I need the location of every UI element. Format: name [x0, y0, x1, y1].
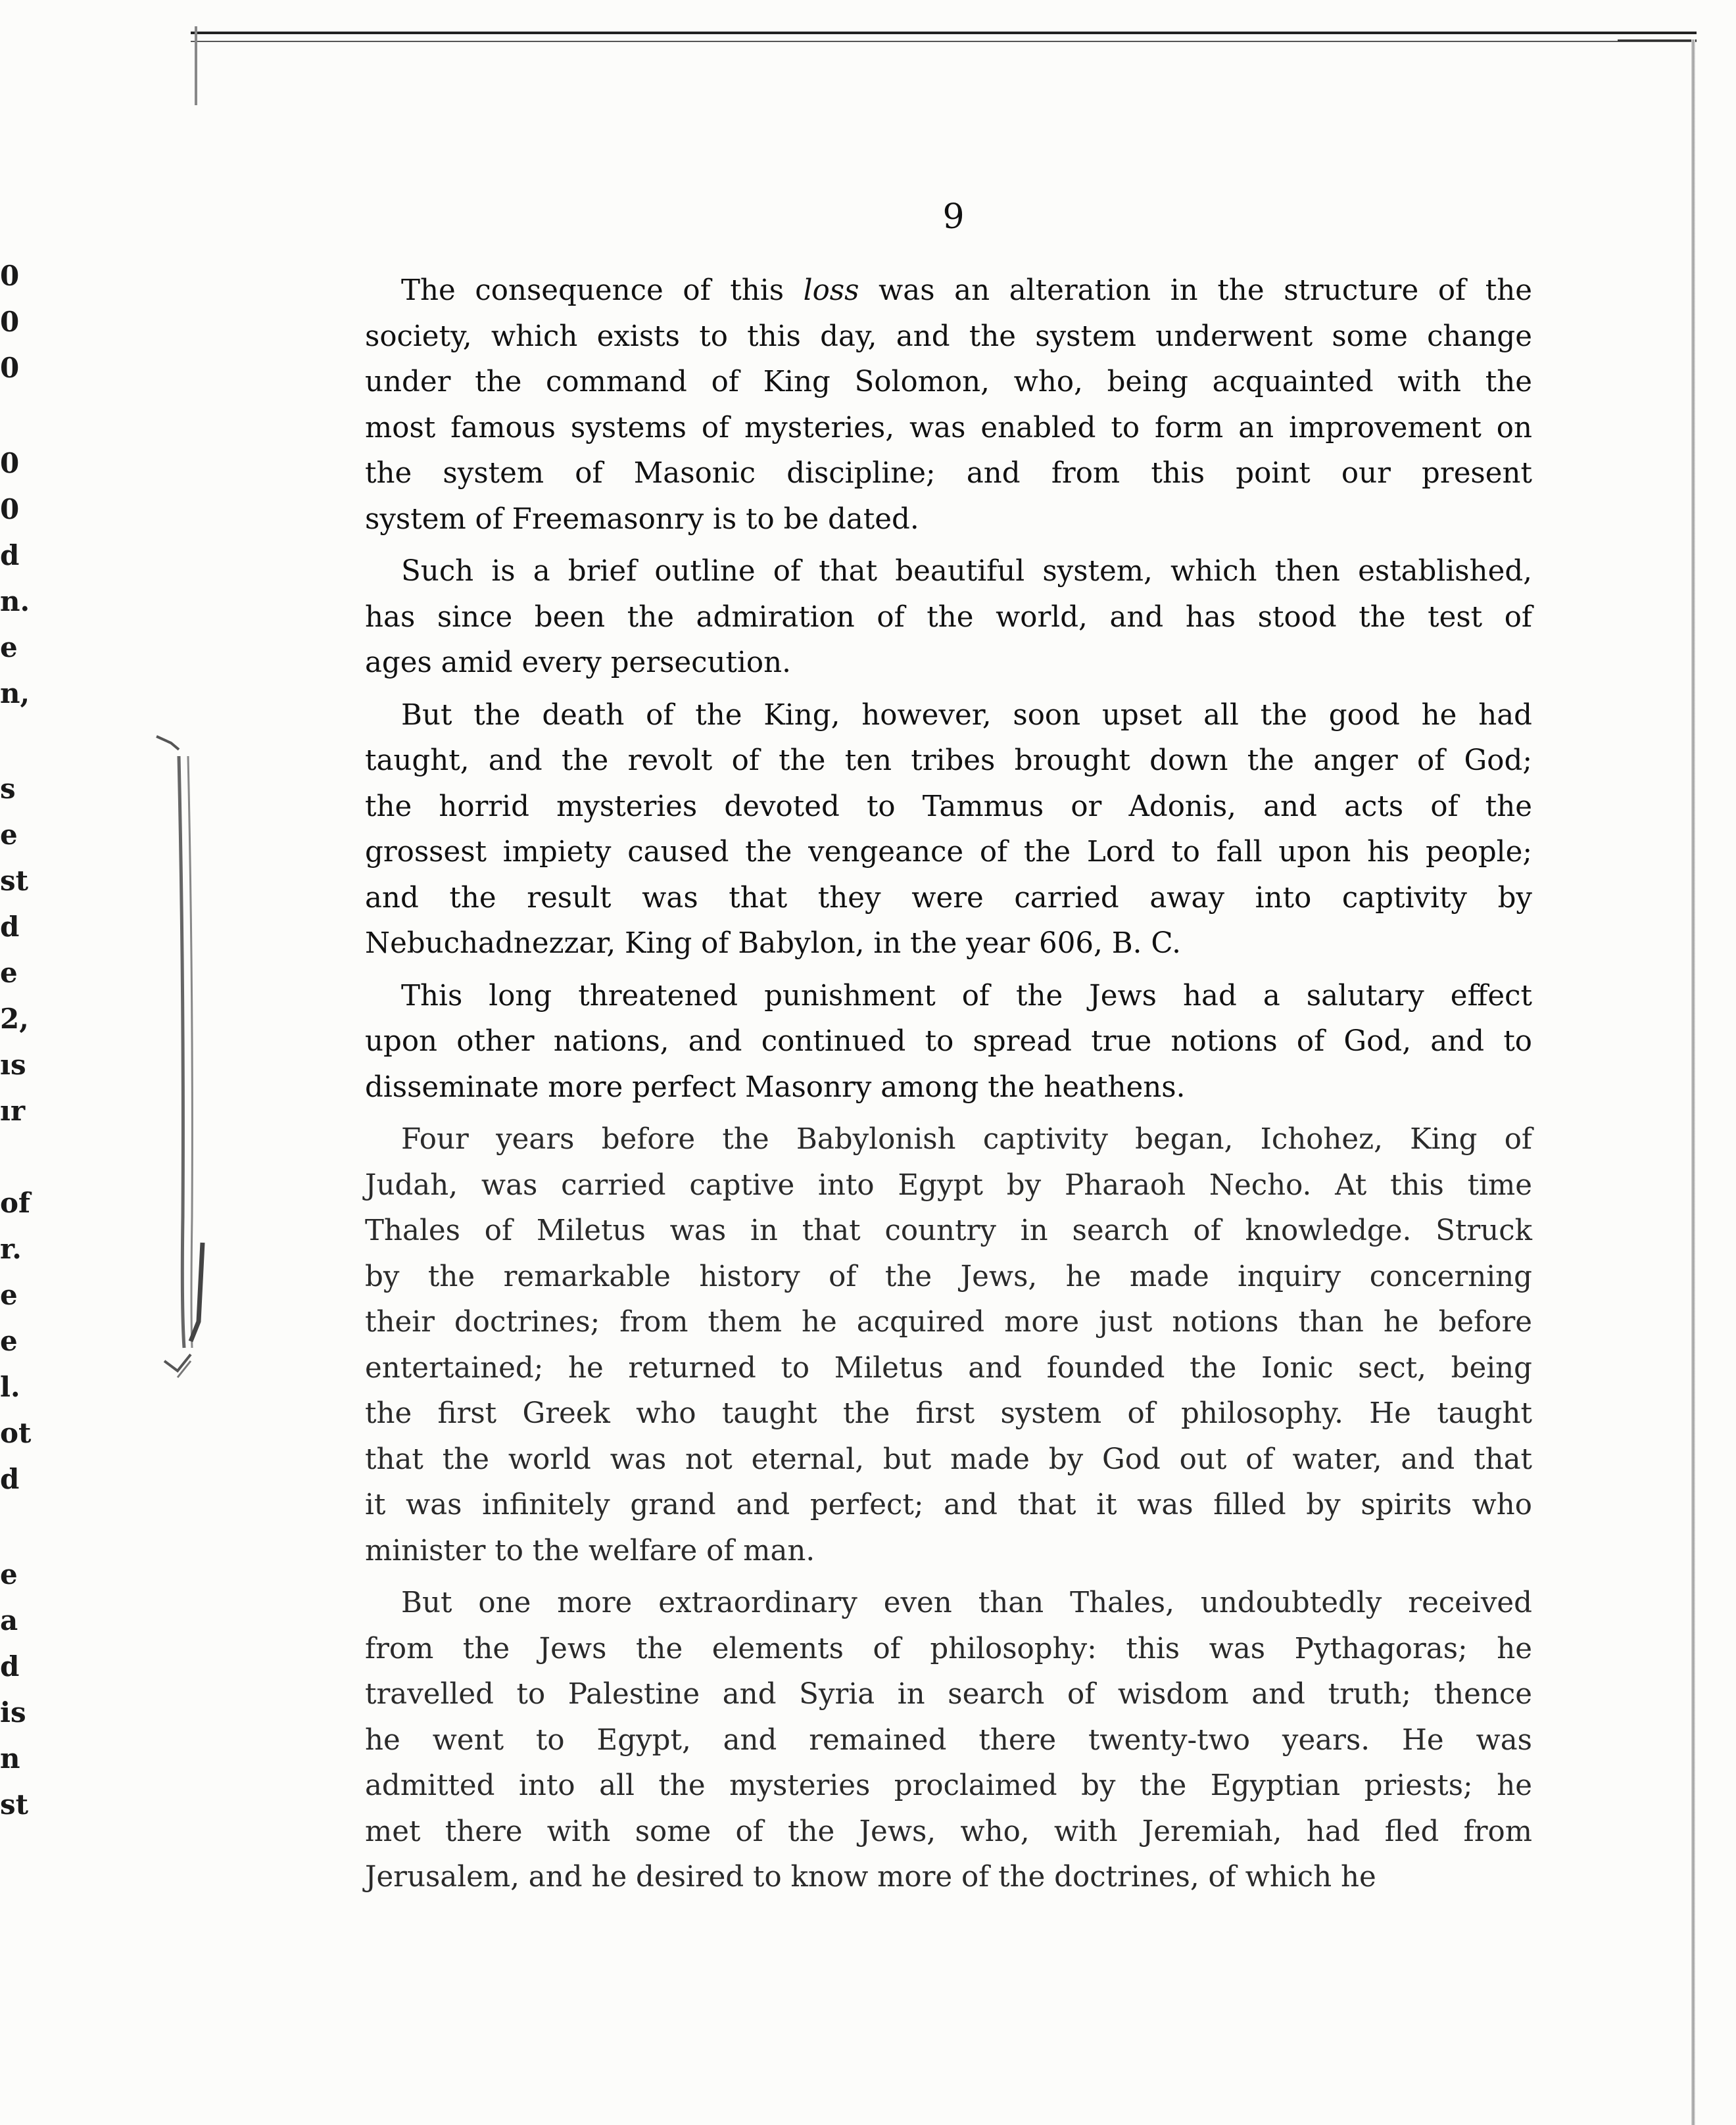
- text-segment: Such is a brief outline of that beautiful system, which then established,: [401, 555, 1532, 588]
- text-segment: Four years before the Babylonish captivity began, Ichohez, King of: [401, 1123, 1532, 1156]
- text-line: [365, 595, 1532, 641]
- text-line: [365, 921, 1532, 967]
- facing-page-fragment-text: e: [0, 1279, 18, 1311]
- paragraph: [365, 974, 1532, 1111]
- text-segment: grossest impiety caused the vengeance of the Lord to fall upon his people;: [365, 836, 1532, 869]
- text-line: [365, 1627, 1532, 1673]
- page-top-edge: [191, 32, 1697, 42]
- paragraph: [365, 268, 1532, 542]
- text-segment: under the command of King Solomon, who, being acquainted with the: [365, 366, 1532, 398]
- facing-page-fragment-text: d: [0, 911, 20, 943]
- body-text: [365, 268, 1532, 1907]
- text-line: [365, 360, 1532, 406]
- text-segment: the horrid mysteries devoted to Tammus or Adonis, and acts of the: [365, 790, 1532, 823]
- text-line: [365, 1672, 1532, 1718]
- pencil-margin-mark: [145, 730, 224, 1394]
- text-segment: disseminate more perfect Masonry among the heathens.: [365, 1070, 1186, 1104]
- facing-page-fragment-text: 0: [0, 260, 20, 292]
- text-line: [365, 549, 1532, 595]
- facing-page-fragment-text: st: [0, 1788, 29, 1821]
- text-segment: society, which exists to this day, and the system underwent some change: [365, 320, 1532, 353]
- paragraph: [365, 1581, 1532, 1901]
- facing-page-fragment-text: s: [0, 773, 16, 805]
- facing-page-fragment-text: n.: [0, 585, 30, 617]
- facing-page-fragment-text: e: [0, 1325, 18, 1357]
- page-number: 9: [942, 197, 965, 237]
- facing-page-fragment-text: 0: [0, 493, 20, 525]
- text-line: [365, 314, 1532, 360]
- facing-page-fragment-text: e: [0, 957, 18, 989]
- paragraph: [365, 549, 1532, 686]
- binding-crease: [195, 26, 197, 105]
- text-line: [365, 1437, 1532, 1483]
- facing-page-fragment-text: n: [0, 1742, 20, 1775]
- text-segment: ages amid every persecution.: [365, 646, 791, 679]
- text-segment: from the Jews the elements of philosophy: this was Pythagoras; he: [365, 1632, 1532, 1665]
- text-line: [365, 1391, 1532, 1437]
- text-segment: was an alteration in the structure of the: [859, 274, 1532, 307]
- text-segment: minister to the welfare of man.: [365, 1534, 815, 1567]
- text-line: [365, 1254, 1532, 1301]
- text-line: [365, 497, 1532, 543]
- text-segment: has since been the admiration of the world, and has stood the test of: [365, 600, 1532, 634]
- facing-page-fragment-text: d: [0, 1463, 20, 1495]
- text-line: [365, 1809, 1532, 1855]
- text-segment: system of Freemasonry is to be dated.: [365, 502, 919, 536]
- text-segment: The consequence of this: [401, 274, 804, 307]
- text-segment: Judah, was carried captive into Egypt by Pharaoh Necho. At this time: [365, 1168, 1532, 1202]
- text-segment: This long threatened punishment of the Jews had a salutary effect: [401, 979, 1532, 1013]
- text-segment: admitted into all the mysteries proclaimed by the Egyptian priests; he: [365, 1769, 1532, 1802]
- text-line: [365, 640, 1532, 686]
- text-segment: most famous systems of mysteries, was enabled to form an improvement on: [365, 411, 1532, 444]
- facing-page-fragment-text: a: [0, 1604, 18, 1636]
- facing-page-fragment-text: ır: [0, 1095, 26, 1127]
- text-segment: the first Greek who taught the first system of philosophy. He taught: [365, 1397, 1532, 1430]
- paragraph: [365, 693, 1532, 967]
- text-line: [365, 1718, 1532, 1764]
- text-line: [365, 268, 1532, 314]
- facing-page-fragment-text: is: [0, 1696, 26, 1729]
- text-line: [365, 1019, 1532, 1065]
- paragraph: [365, 1117, 1532, 1574]
- text-segment: and the result was that they were carried away into captivity by: [365, 881, 1532, 915]
- facing-page-fragment-text: of: [0, 1187, 31, 1219]
- text-segment: the system of Masonic discipline; and from this point our present: [365, 457, 1532, 490]
- text-segment: But the death of the King, however, soon upset all the good he had: [401, 698, 1532, 732]
- text-segment: that the world was not eternal, but made by God out of water, and that: [365, 1443, 1532, 1476]
- text-segment: entertained; he returned to Miletus and founded the Ionic sect, being: [365, 1351, 1532, 1385]
- text-segment: Nebuchadnezzar, King of Babylon, in the year 606, B. C.: [365, 927, 1181, 960]
- text-line: [365, 1483, 1532, 1529]
- facing-page-fragment-text: e: [0, 631, 18, 663]
- text-line: [365, 1117, 1532, 1163]
- facing-page-fragment-text: e: [0, 819, 18, 851]
- text-line: [365, 1529, 1532, 1575]
- facing-page-fragment-text: l.: [0, 1371, 20, 1403]
- facing-page-fragment-text: st: [0, 865, 29, 897]
- text-line: [365, 1346, 1532, 1392]
- facing-page-fragment-text: 2,: [0, 1003, 29, 1035]
- text-line: [365, 1065, 1532, 1111]
- text-line: [365, 1581, 1532, 1627]
- facing-page-fragment-text: ıs: [0, 1049, 26, 1081]
- text-line: [365, 1300, 1532, 1346]
- facing-page-fragment-text: 0: [0, 447, 20, 479]
- text-segment: by the remarkable history of the Jews, he made inquiry concerning: [365, 1260, 1532, 1293]
- facing-page-fragment-text: 0: [0, 352, 20, 384]
- text-line: [365, 830, 1532, 876]
- text-segment: taught, and the revolt of the ten tribes brought down the anger of God;: [365, 744, 1532, 777]
- facing-page-fragment-text: d: [0, 539, 20, 571]
- text-segment: it was infinitely grand and perfect; and that it was filled by spirits who: [365, 1489, 1532, 1521]
- text-segment: met there with some of the Jews, who, with Jeremiah, had fled from: [365, 1815, 1532, 1848]
- italic-word: loss: [803, 274, 859, 307]
- facing-page-fragment-text: ot: [0, 1417, 32, 1449]
- text-line: [365, 1763, 1532, 1809]
- text-line: [365, 876, 1532, 922]
- facing-page-fragment-text: r.: [0, 1233, 22, 1265]
- facing-page-fragment-text: e: [0, 1558, 18, 1590]
- text-line: [365, 406, 1532, 452]
- text-line: [365, 451, 1532, 497]
- text-line: [365, 1208, 1532, 1254]
- text-line: [365, 1855, 1532, 1901]
- facing-page-fragment-text: 0: [0, 306, 20, 338]
- facing-page-fragment-text: n,: [0, 677, 30, 709]
- text-line: [365, 693, 1532, 739]
- text-segment: travelled to Palestine and Syria in search of wisdom and truth; thence: [365, 1678, 1532, 1711]
- text-segment: he went to Egypt, and remained there twenty-two years. He was: [365, 1723, 1532, 1757]
- text-segment: upon other nations, and continued to spread true notions of God, and to: [365, 1025, 1532, 1058]
- text-segment: their doctrines; from them he acquired more just notions than he before: [365, 1306, 1532, 1339]
- page-top-edge-fold: [1618, 39, 1697, 47]
- text-segment: Thales of Miletus was in that country in search of knowledge. Struck: [365, 1214, 1532, 1247]
- text-segment: But one more extraordinary even than Thales, undoubtedly received: [401, 1587, 1532, 1619]
- facing-page-fragment-text: d: [0, 1650, 20, 1683]
- page-right-edge: [1691, 39, 1695, 2125]
- text-line: [365, 784, 1532, 830]
- text-line: [365, 738, 1532, 784]
- text-line: [365, 1163, 1532, 1209]
- text-line: [365, 974, 1532, 1020]
- text-segment: Jerusalem, and he desired to know more of the doctrines, of which he: [365, 1861, 1376, 1894]
